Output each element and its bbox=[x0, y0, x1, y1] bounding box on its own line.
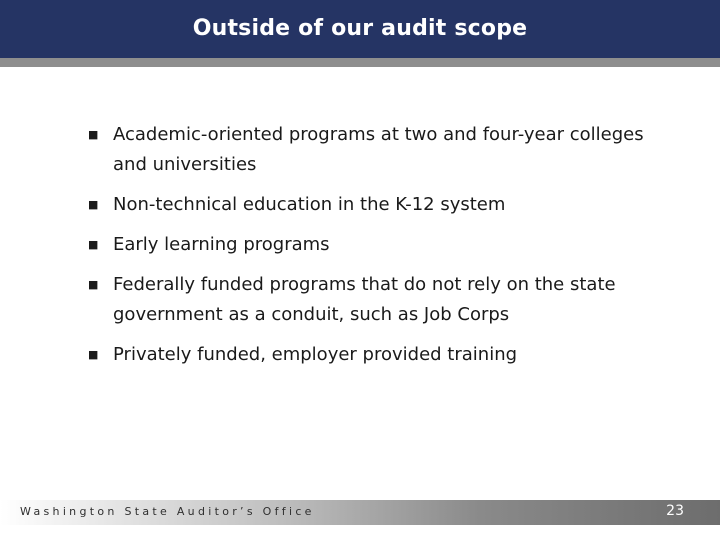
footer-organization: Washington State Auditor’s Office bbox=[20, 505, 315, 518]
title-bar bbox=[0, 0, 720, 58]
bullet-text: Non-technical education in the K-12 system bbox=[113, 194, 506, 215]
bullet-text: Early learning programs bbox=[113, 234, 330, 255]
bullet-list bbox=[88, 120, 648, 380]
bullet-square-icon: ■ bbox=[88, 198, 99, 211]
bullet-square-icon: ■ bbox=[88, 278, 99, 291]
bullet-square-icon: ■ bbox=[88, 128, 99, 141]
bullet-text: Academic-oriented programs at two and four-year colleges and universities bbox=[113, 124, 644, 175]
title-accent-bar bbox=[0, 58, 720, 67]
bullet-item bbox=[88, 270, 648, 330]
bullet-square-icon: ■ bbox=[88, 348, 99, 361]
bullet-square-icon: ■ bbox=[88, 238, 99, 251]
bullet-item bbox=[88, 120, 648, 180]
bullet-item bbox=[88, 190, 648, 220]
page-number: 23 bbox=[666, 503, 684, 519]
slide-title: Outside of our audit scope bbox=[192, 15, 528, 41]
bullet-text: Privately funded, employer provided training bbox=[113, 344, 518, 365]
bullet-text: Federally funded programs that do not rely on the state government as a conduit, such as Job Corps bbox=[113, 274, 616, 325]
bullet-item bbox=[88, 340, 648, 370]
bullet-item bbox=[88, 230, 648, 260]
